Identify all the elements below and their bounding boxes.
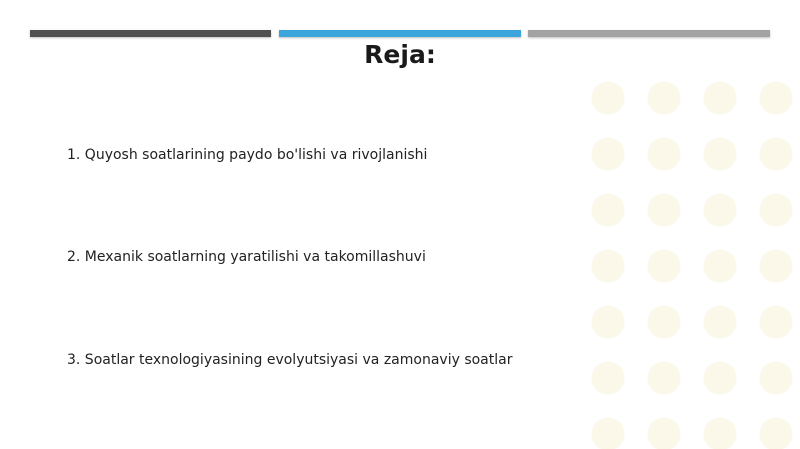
header-bar-middle	[279, 30, 521, 37]
dot-pattern-decoration	[570, 70, 800, 449]
plan-item: 2. Mexanik soatlarning yaratilishi va takomillashuvi	[67, 249, 426, 265]
slide-title: Reja:	[364, 40, 436, 69]
plan-item: 1. Quyosh soatlarining paydo bo'lishi va rivojlanishi	[67, 147, 428, 163]
plan-item: 3. Soatlar texnologiyasining evolyutsiyasi va zamonaviy soatlar	[67, 352, 513, 368]
header-bar-left	[30, 30, 271, 37]
header-bar-right	[528, 30, 770, 37]
